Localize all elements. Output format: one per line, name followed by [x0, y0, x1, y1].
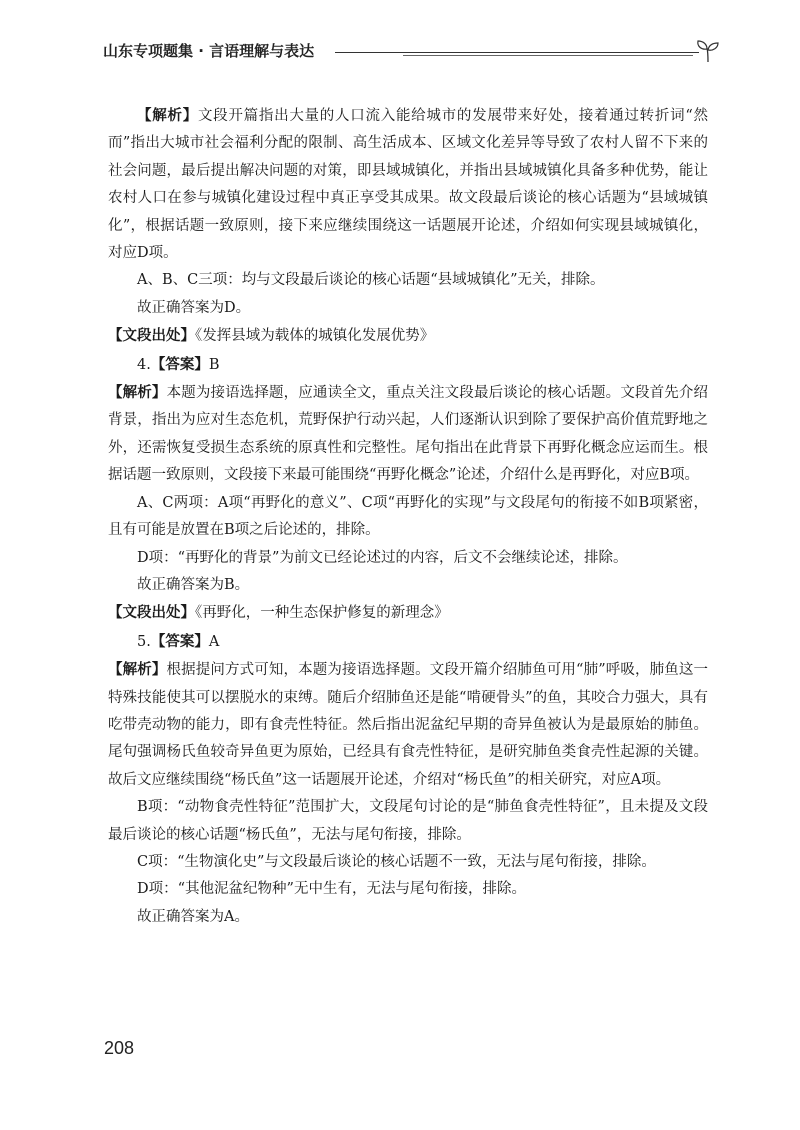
q4-analysis [108, 379, 708, 490]
answer-tag: 【答案】 [150, 355, 209, 373]
q5-option-c: C项：“生物演化史”与文段最后谈论的核心话题不一致，无法与尾句衔接，排除。 [137, 853, 656, 870]
page-number: 208 [104, 1038, 135, 1058]
header-rule-secondary [403, 55, 693, 56]
q4-option-ac: A、C两项：A项“再野化的意义”、C项“再野化的实现”与文段尾句的衔接不如B项紧密，且有可能是放置在B项之后论述的，排除。 [108, 494, 708, 539]
header-rule [335, 52, 699, 53]
q3-option-abc: A、B、C三项：均与文段最后谈论的核心话题“县域城镇化”无关，排除。 [137, 272, 605, 289]
q3-source-title: 《发挥县域为载体的城镇化发展优势》 [195, 328, 435, 345]
q5-number: 5. [137, 633, 151, 650]
q4-analysis-text: 本题为接语选择题，应通读全文，重点关注文段最后谈论的核心话题。文段首先介绍背景，指出为应对生态危机，荒野保护行动兴起，人们逐渐认识到除了要保护高价值荒野地之外，还需恢复受损生态系统的原真性和完整性。尾句指出在此背景下再野化概念应运而生。根据话题一致原则，文段接下来最可能围绕“再野化概念”论述，介绍什么是再野化，对应B项。 [108, 385, 709, 484]
q4-answer [108, 351, 708, 379]
q5-answer [108, 628, 708, 656]
q4-conclusion: 故正确答案为B。 [137, 576, 250, 593]
analysis-tag: 【解析】 [137, 107, 198, 124]
q5-option-d: D项：“其他泥盆纪物种”无中生有，无法与尾句衔接，排除。 [137, 881, 526, 898]
q4-number: 4. [137, 356, 151, 373]
q4-answer-letter: B [208, 356, 220, 373]
running-header [103, 36, 723, 66]
q5-option-b: B项：“动物食壳性特征”范围扩大，文段尾句讨论的是“肺鱼食壳性特征”，且未提及文段最后谈论的核心话题“杨氏鱼”，无法与尾句衔接，排除。 [108, 799, 708, 843]
q4-option-d: D项：“再野化的背景”为前文已经论述过的内容，后文不会继续论述，排除。 [137, 549, 628, 566]
q5-answer-letter: A [208, 633, 220, 650]
source-tag: 【文段出处】 [108, 604, 195, 622]
q3-source [108, 322, 708, 350]
q5-analysis [108, 656, 708, 794]
q5-conclusion: 故正确答案为A。 [137, 908, 249, 925]
header-title: 山东专项题集 · 言语理解与表达 [103, 42, 315, 60]
q4-source [108, 599, 708, 627]
q3-conclusion: 故正确答案为D。 [137, 299, 251, 316]
q3-analysis [108, 102, 708, 267]
answer-tag: 【答案】 [150, 632, 209, 650]
q4-source-title: 《再野化，一种生态保护修复的新理念》 [195, 605, 449, 622]
q3-analysis-text: 文段开篇指出大量的人口流入能给城市的发展带来好处，接着通过转折词“然而”指出大城市社会福利分配的限制、高生活成本、区域文化差异等导致了农村人留不下来的社会问题，最后提出解决问题的对策，即县域城镇化，并指出县域城镇化具备多种优势，能让农村人口在参与城镇化建设过程中真正享受其成果。故文段最后谈论的核心话题为“县域城镇化”，根据话题一致原则，接下来应继续围绕这一话题展开论述，介绍如何实现县域城镇化，对应D项。 [108, 108, 708, 262]
analysis-tag: 【解析】 [108, 384, 167, 402]
analysis-tag: 【解析】 [108, 661, 167, 679]
leaf-sprout-icon [693, 36, 723, 66]
answer-explanations [108, 102, 708, 931]
q5-analysis-text: 根据提问方式可知，本题为接语选择题。文段开篇介绍肺鱼可用“肺”呼吸，肺鱼这一特殊技能使其可以摆脱水的束缚。随后介绍肺鱼还是能“啃硬骨头”的鱼，其咬合力强大，具有吃带壳动物的能力，即有食壳性特征。然后指出泥盆纪早期的奇异鱼被认为是最原始的肺鱼。尾句强调杨氏鱼较奇异鱼更为原始，已经具有食壳性特征，是研究肺鱼类食壳性起源的关键。故后文应继续围绕“杨氏鱼”这一话题展开论述，介绍对“杨氏鱼”的相关研究，对应A项。 [108, 662, 709, 788]
source-tag: 【文段出处】 [108, 327, 195, 345]
